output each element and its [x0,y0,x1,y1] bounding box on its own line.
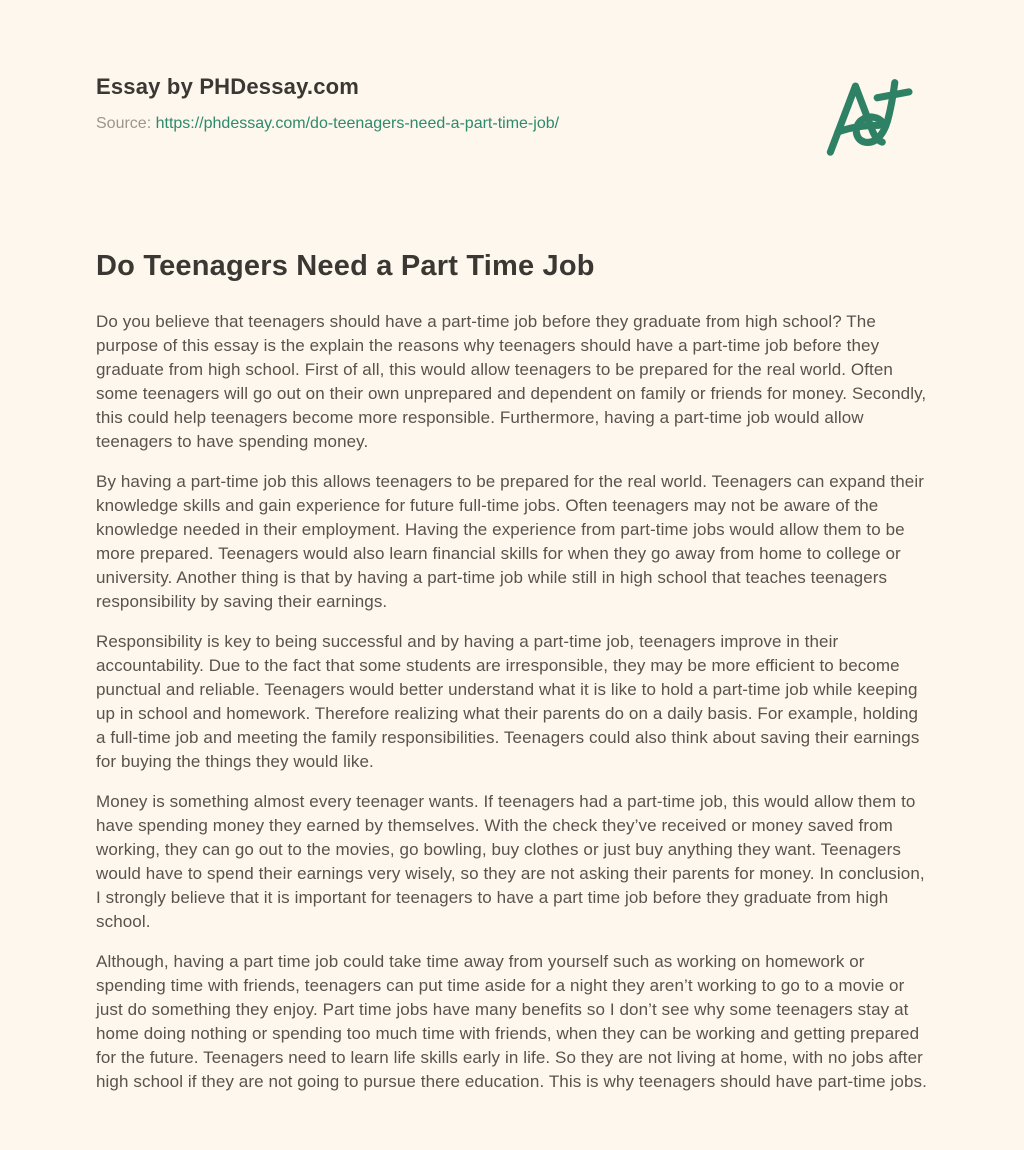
a-plus-logo-icon [822,70,914,164]
header-text-block [96,74,559,133]
essay-title: Do Teenagers Need a Part Time Job [96,250,595,282]
essay-main [96,250,928,1094]
essay-body [96,310,928,1094]
essay-paragraph: By having a part-time job this allows teenagers to be prepared for the real world. Teenagers can expand their knowledge skills and gain experience for future full-time jobs. Often teenagers may not be aware of the knowledge needed in their employment. Having the experience from part-time jobs would allow them to be more prepared. Teenagers would also learn financial skills for when they go away from home to college or university. Another thing is that by having a part-time job while still in high school that teaches teenagers responsibility by saving their earnings. [96,472,925,611]
essay-paragraph: Although, having a part time job could take time away from yourself such as working on homework or spending time with friends, teenagers can put time aside for a night they aren’t working to go to a movie or just do something they enjoy. Part time jobs have many benefits so I don’t see why some teenagers stay at home doing nothing or spending too much time with friends, when they can be working and getting prepared for the future. Teenagers need to learn life skills early in life. So they are not living at home, with no jobs after high school if they are not going to pursue there education. This is why teenagers should have part-time jobs. [96,952,927,1091]
source-label: Source: [96,115,152,132]
essay-paragraph: Responsibility is key to being successful and by having a part-time job, teenagers improve in their accountability. Due to the fact that some students are irresponsible, they may be more efficient to become punctual and reliable. Teenagers would better understand what it is like to hold a part-time job while keeping up in school and homework. Therefore realizing what their parents do on a daily basis. For example, holding a full-time job and meeting the family responsibilities. Teenagers could also think about saving their earnings for buying the things they would like. [96,632,920,771]
header [96,74,928,164]
essay-paragraph: Do you believe that teenagers should have a part-time job before they graduate from high school? The purpose of this essay is the explain the reasons why teenagers should have a part-time job before they graduate from high school. First of all, this would allow teenagers to be prepared for the real world. Often some teenagers will go out on their own unprepared and dependent on family or friends for money. Secondly, this could help teenagers become more responsible. Furthermore, having a part-time job would allow teenagers to have spending money. [96,312,927,451]
source-link[interactable]: https://phdessay.com/do-teenagers-need-a-part-time-job/ [155,115,560,132]
site-title: Essay by PHDessay.com [96,74,360,99]
essay-paragraph: Money is something almost every teenager wants. If teenagers had a part-time job, this would allow them to have spending money they earned by themselves. With the check they’ve received or money saved from working, they can go out to the movies, go bowling, buy clothes or just buy anything they want. Teenagers would have to spend their earnings very wisely, so they are not asking their parents for money. In conclusion, I strongly believe that it is important for teenagers to have a part time job before they graduate from high school. [96,792,925,931]
source-line [96,115,559,133]
